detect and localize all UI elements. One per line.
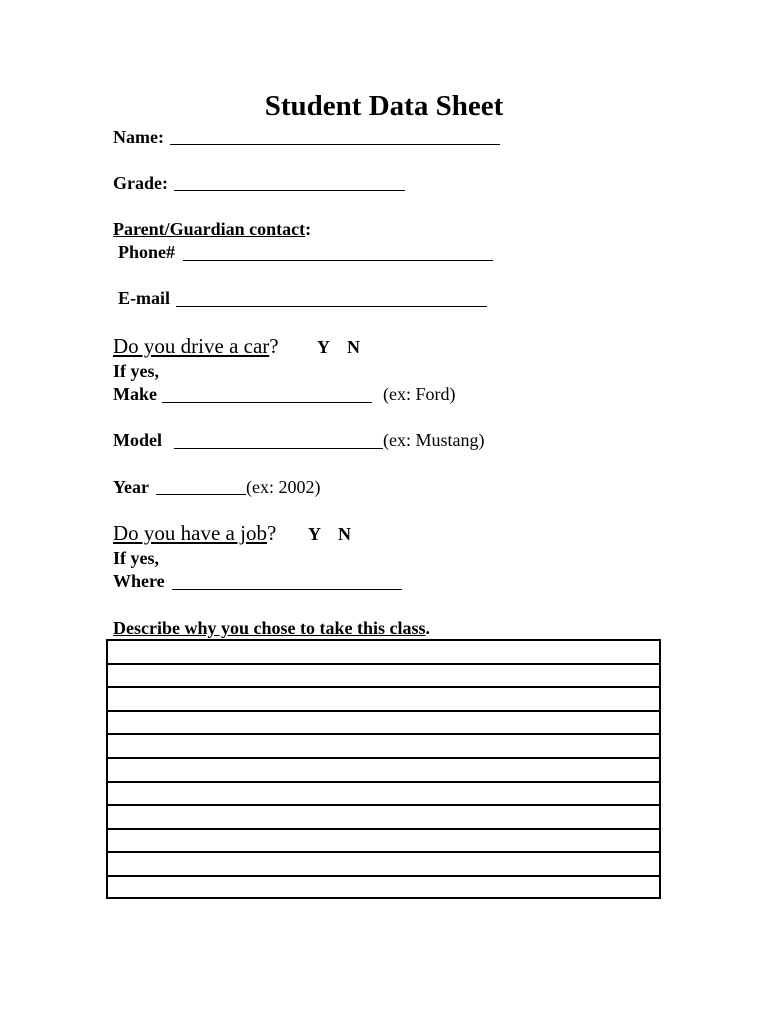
grade-label: Grade: xyxy=(113,173,168,193)
make-example: (ex: Ford) xyxy=(383,384,456,404)
answer-lines-box[interactable] xyxy=(106,639,661,899)
answer-line-row[interactable] xyxy=(108,688,659,712)
parent-contact-heading xyxy=(113,219,311,240)
model-label: Model xyxy=(113,430,162,450)
where-field[interactable] xyxy=(172,589,402,590)
describe-prompt-period: . xyxy=(425,618,430,638)
name-field[interactable] xyxy=(170,144,500,145)
job-no-option[interactable]: N xyxy=(338,524,351,544)
answer-line-row[interactable] xyxy=(108,759,659,783)
answer-line-row[interactable] xyxy=(108,783,659,807)
answer-line-row[interactable] xyxy=(108,641,659,665)
page-title: Student Data Sheet xyxy=(264,90,504,122)
make-field[interactable] xyxy=(162,402,372,403)
email-label: E-mail xyxy=(118,288,170,308)
describe-prompt xyxy=(113,618,430,639)
answer-line-row[interactable] xyxy=(108,665,659,689)
car-question-text: Do you drive a car xyxy=(113,334,270,358)
describe-prompt-text: Describe why you chose to take this class xyxy=(113,618,426,638)
car-question xyxy=(113,334,279,359)
job-question-mark: ? xyxy=(266,521,277,545)
year-field[interactable] xyxy=(156,494,246,495)
job-question xyxy=(113,521,276,546)
phone-field[interactable] xyxy=(183,260,493,261)
make-label: Make xyxy=(113,384,157,404)
parent-contact-colon: : xyxy=(305,219,312,239)
answer-line-row[interactable] xyxy=(108,735,659,759)
parent-contact-heading-text: Parent/Guardian contact xyxy=(113,219,306,239)
answer-line-row[interactable] xyxy=(108,806,659,830)
job-yes-option[interactable]: Y xyxy=(308,524,321,544)
model-field[interactable] xyxy=(174,448,383,449)
car-no-option[interactable]: N xyxy=(347,337,360,357)
answer-line-row[interactable] xyxy=(108,853,659,877)
answer-line-row[interactable] xyxy=(108,712,659,736)
car-yes-option[interactable]: Y xyxy=(317,337,330,357)
year-label: Year xyxy=(113,477,149,497)
car-question-mark: ? xyxy=(269,334,279,358)
email-field[interactable] xyxy=(176,306,487,307)
job-if-yes-label: If yes, xyxy=(113,548,159,568)
car-if-yes-label: If yes, xyxy=(113,361,159,381)
job-question-text: Do you have a job xyxy=(113,521,267,545)
answer-line-row[interactable] xyxy=(108,830,659,854)
name-label: Name: xyxy=(113,127,164,147)
where-label: Where xyxy=(113,571,165,591)
phone-label: Phone# xyxy=(118,242,176,262)
grade-field[interactable] xyxy=(174,190,405,191)
answer-line-row[interactable] xyxy=(108,877,659,901)
year-example: (ex: 2002) xyxy=(246,477,321,497)
model-example: (ex: Mustang) xyxy=(383,430,485,450)
